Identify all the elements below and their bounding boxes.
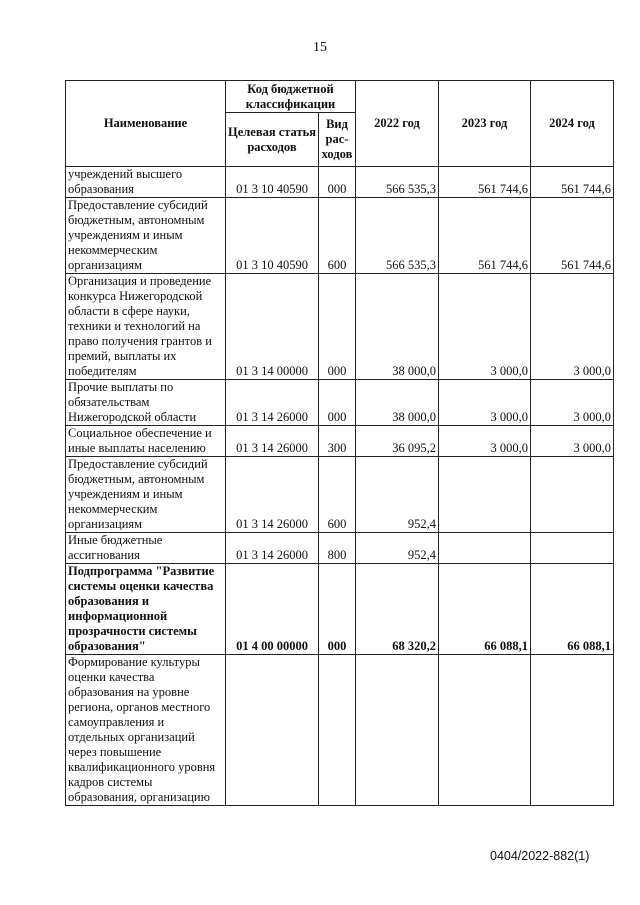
header-target-article: Целевая статья расходов [226, 113, 319, 167]
row-value-2024: 561 744,6 [531, 198, 614, 274]
row-value-2024: 3 000,0 [531, 426, 614, 457]
row-value-2022: 952,4 [356, 457, 439, 533]
table-row [66, 655, 614, 806]
table-row [66, 457, 614, 533]
row-value-2023 [439, 655, 531, 806]
row-expense-kind: 000 [319, 564, 356, 655]
row-name: Иные бюджетные ассигнования [66, 533, 226, 564]
row-value-2024: 66 088,1 [531, 564, 614, 655]
row-value-2024 [531, 655, 614, 806]
header-name: Наименование [66, 81, 226, 167]
row-name: Подпрограмма "Развитие системы оценки качества образования и информационной прозрачности системы образования" [66, 564, 226, 655]
row-target-code: 01 3 14 26000 [226, 380, 319, 426]
table-row [66, 274, 614, 380]
row-value-2023: 3 000,0 [439, 426, 531, 457]
row-name: Предоставление субсидий бюджетным, автономным учреждениям и иным некоммерческим организациям [66, 457, 226, 533]
row-target-code: 01 3 14 00000 [226, 274, 319, 380]
table-row [66, 564, 614, 655]
row-name: Предоставление субсидий бюджетным, автономным учреждениям и иным некоммерческим организациям [66, 198, 226, 274]
header-expense-kind: Вид рас-ходов [319, 113, 356, 167]
row-name: учреждений высшего образования [66, 167, 226, 198]
row-value-2022: 68 320,2 [356, 564, 439, 655]
row-value-2022: 38 000,0 [356, 274, 439, 380]
row-name: Прочие выплаты по обязательствам Нижегородской области [66, 380, 226, 426]
header-year-2024: 2024 год [531, 81, 614, 167]
row-value-2023: 561 744,6 [439, 198, 531, 274]
row-target-code: 01 3 14 26000 [226, 426, 319, 457]
row-target-code: 01 3 14 26000 [226, 533, 319, 564]
row-target-code: 01 3 10 40590 [226, 198, 319, 274]
page-number: 15 [313, 40, 327, 55]
row-value-2023: 561 744,6 [439, 167, 531, 198]
header-year-2023: 2023 год [439, 81, 531, 167]
table-row [66, 533, 614, 564]
document-id: 0404/2022-882(1) [490, 849, 590, 863]
row-value-2022: 952,4 [356, 533, 439, 564]
row-value-2022 [356, 655, 439, 806]
row-target-code [226, 655, 319, 806]
row-expense-kind: 000 [319, 167, 356, 198]
row-name: Организация и проведение конкурса Нижегородской области в сфере науки, техники и технологий на право получения грантов и премий, выплаты их победителям [66, 274, 226, 380]
table-row [66, 167, 614, 198]
table-row [66, 426, 614, 457]
row-value-2023: 3 000,0 [439, 380, 531, 426]
row-value-2022: 566 535,3 [356, 167, 439, 198]
row-expense-kind: 800 [319, 533, 356, 564]
table-row [66, 198, 614, 274]
row-value-2022: 566 535,3 [356, 198, 439, 274]
row-expense-kind: 300 [319, 426, 356, 457]
budget-table [65, 80, 614, 806]
row-target-code: 01 3 14 26000 [226, 457, 319, 533]
row-value-2023: 66 088,1 [439, 564, 531, 655]
row-name: Формирование культуры оценки качества образования на уровне региона, органов местного самоуправления и отдельных организаций через повышение квалификационного уровня кадров системы образования, организацию [66, 655, 226, 806]
row-value-2023 [439, 457, 531, 533]
row-value-2024: 3 000,0 [531, 380, 614, 426]
row-value-2023 [439, 533, 531, 564]
row-target-code: 01 4 00 00000 [226, 564, 319, 655]
row-expense-kind [319, 655, 356, 806]
table-body [66, 167, 614, 806]
row-value-2022: 36 095,2 [356, 426, 439, 457]
row-expense-kind: 600 [319, 198, 356, 274]
row-value-2024 [531, 457, 614, 533]
row-value-2023: 3 000,0 [439, 274, 531, 380]
row-expense-kind: 000 [319, 274, 356, 380]
row-value-2022: 38 000,0 [356, 380, 439, 426]
header-year-2022: 2022 год [356, 81, 439, 167]
row-value-2024: 3 000,0 [531, 274, 614, 380]
row-value-2024: 561 744,6 [531, 167, 614, 198]
row-name: Социальное обеспечение и иные выплаты населению [66, 426, 226, 457]
row-expense-kind: 600 [319, 457, 356, 533]
header-code-group: Код бюджетной классификации [226, 81, 356, 113]
row-target-code: 01 3 10 40590 [226, 167, 319, 198]
row-value-2024 [531, 533, 614, 564]
table-row [66, 380, 614, 426]
row-expense-kind: 000 [319, 380, 356, 426]
